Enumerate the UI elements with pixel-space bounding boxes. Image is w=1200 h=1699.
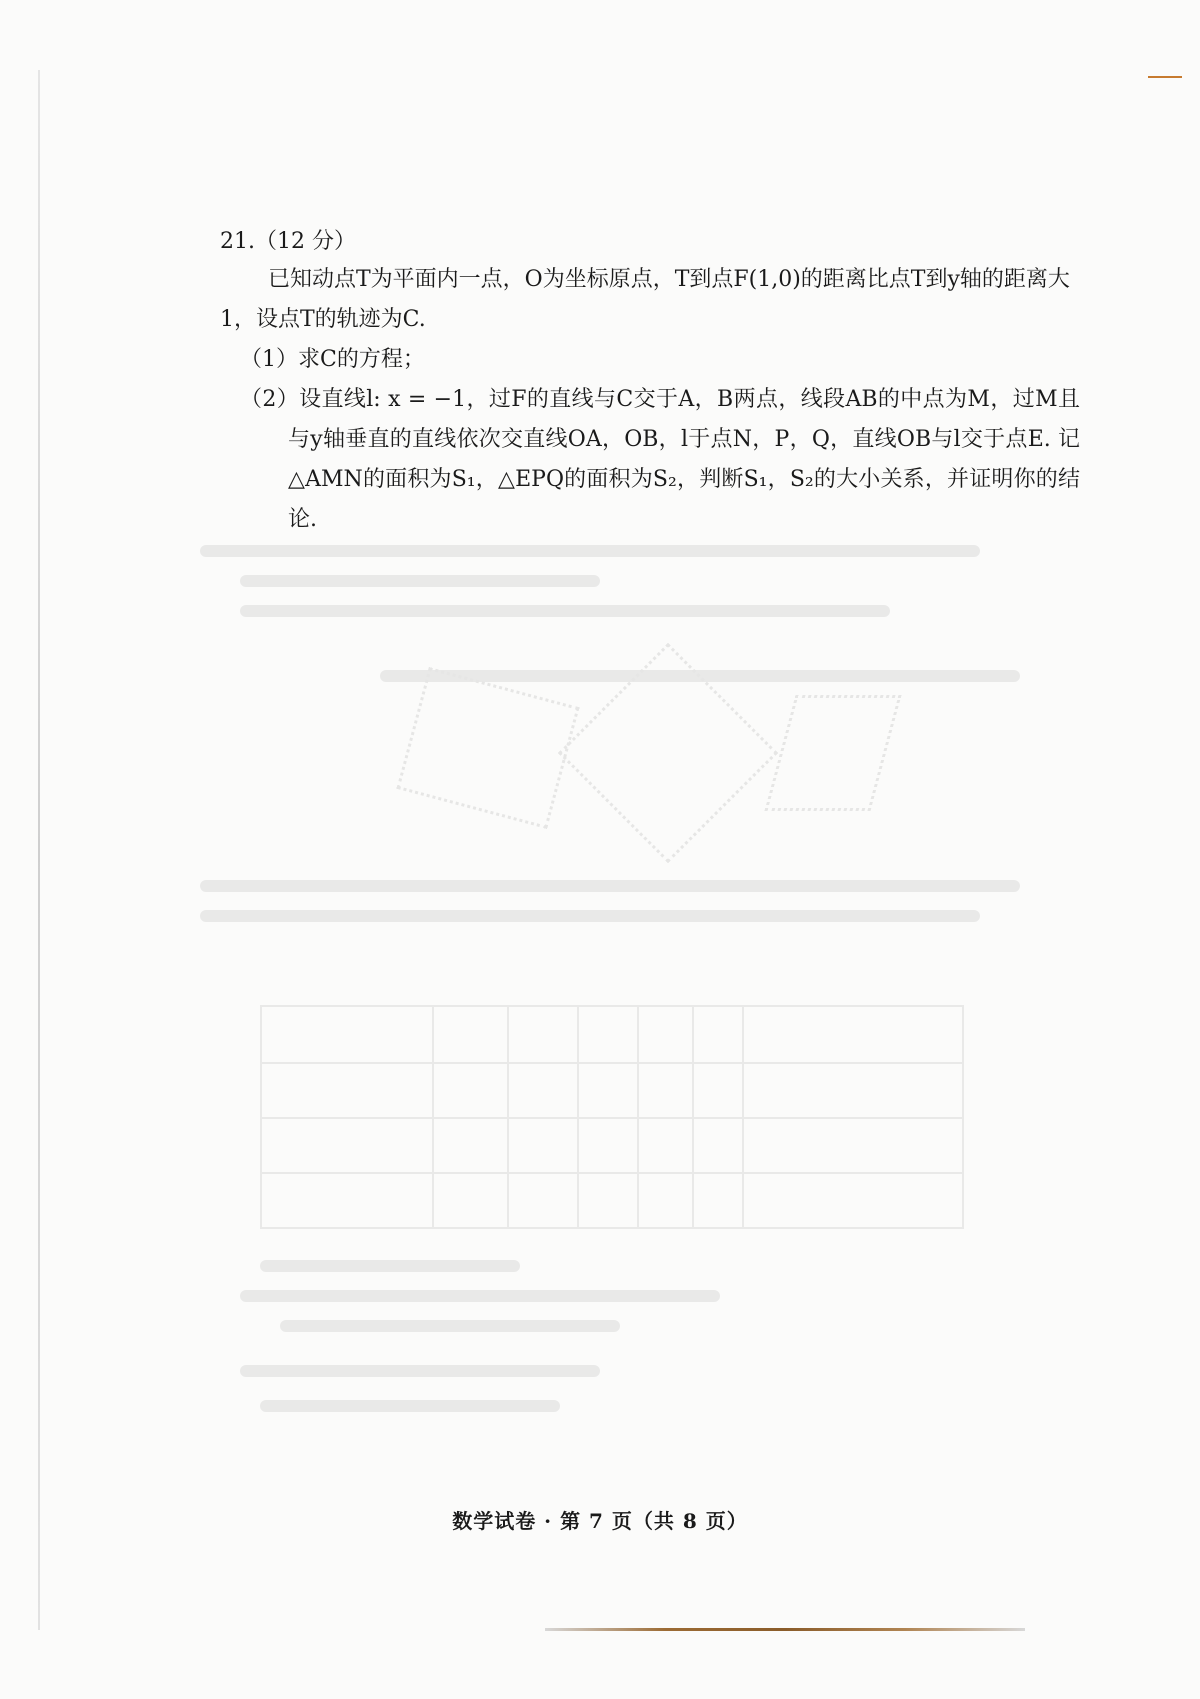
scan-left-edge (38, 70, 40, 1630)
question-part-2: （2）设直线l: x = −1，过F的直线与C交于A，B两点，线段AB的中点为M，过M且与y轴垂直的直线依次交直线OA，OB，l于点N，P，Q，直线OB与l交于点E. 记△AMN的面积为S₁，△EPQ的面积为S₂，判断S₁，S₂的大小关系，并证明你的结论. (240, 387, 1080, 532)
question-part-1: （1）求C的方程； (240, 347, 425, 372)
question-number: 21.（12 分） (220, 229, 356, 254)
scan-corner-mark (1148, 76, 1182, 78)
question-intro-line1: 已知动点T为平面内一点，O为坐标原点，T到点F(1,0)的距离比点T到y轴的距离大 (268, 267, 1070, 292)
page-footer: 数学试卷 · 第 7 页（共 8 页） (452, 1509, 748, 1533)
bleed-through-reverse-side (200, 545, 1020, 1445)
scan-bottom-edge (545, 1628, 1025, 1631)
question-intro-line2: 1，设点T的轨迹为C. (220, 307, 426, 332)
question-21 (220, 222, 1080, 540)
